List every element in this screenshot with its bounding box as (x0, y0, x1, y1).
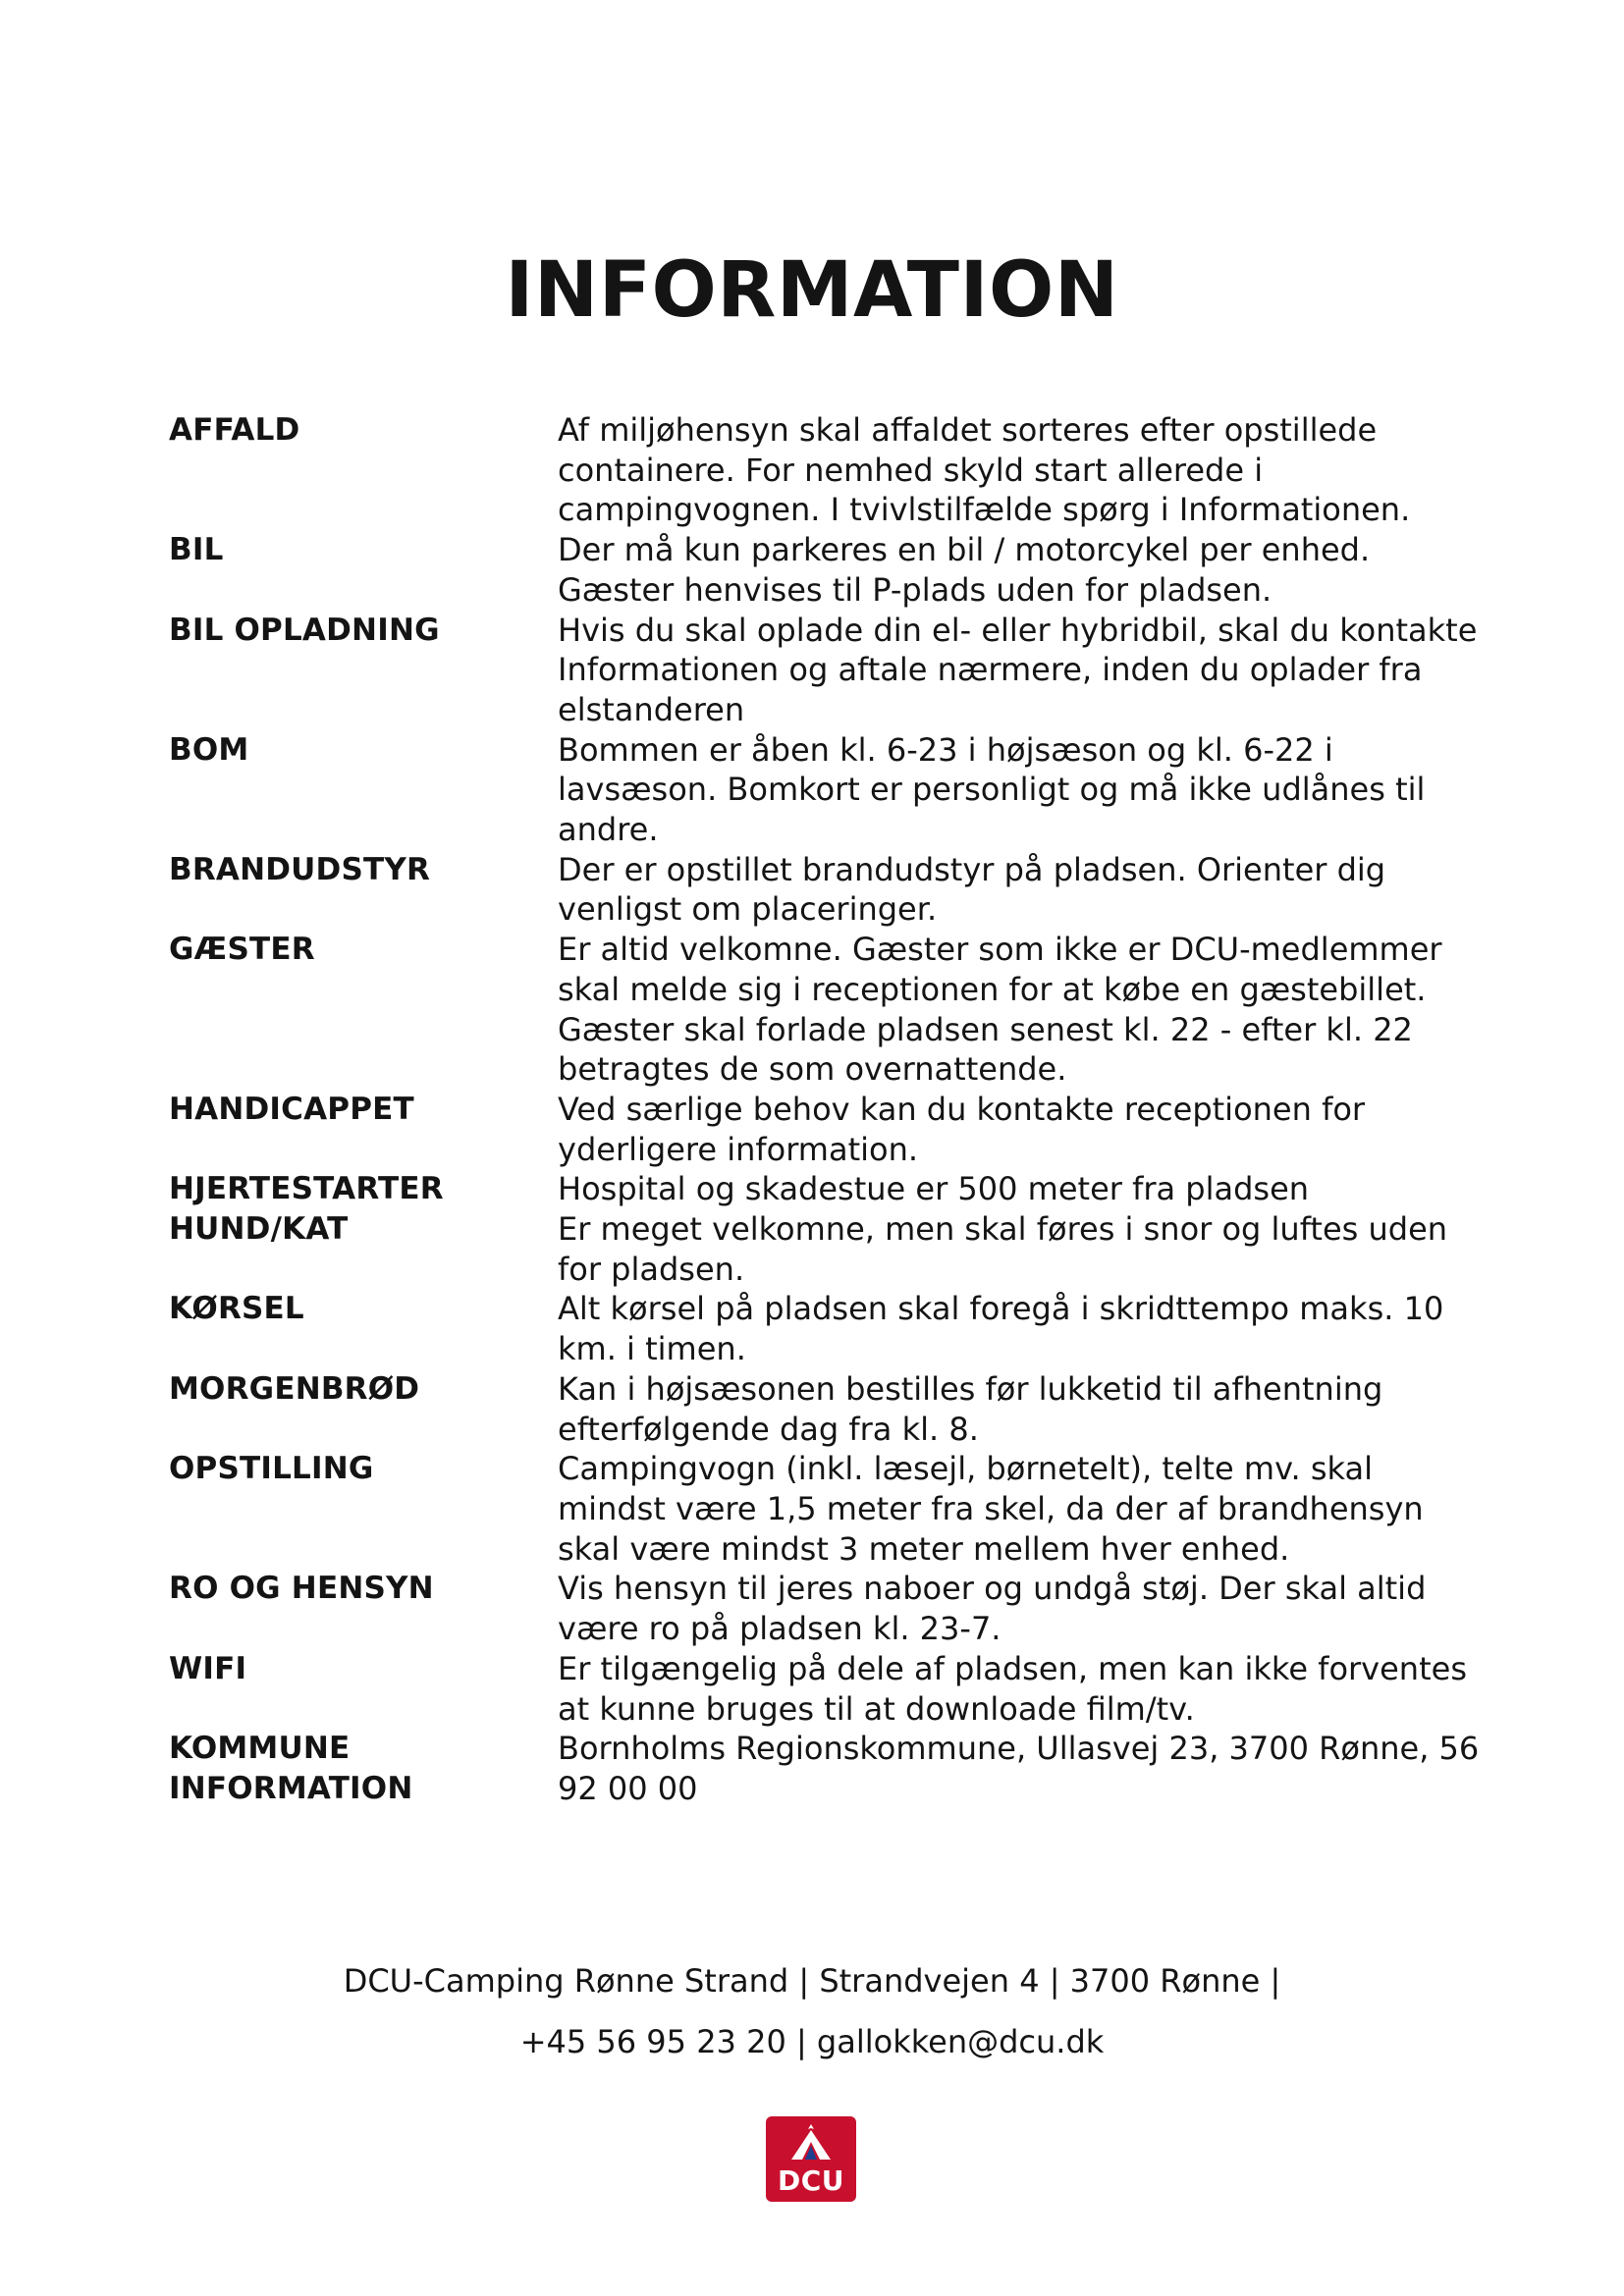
info-text: Der er opstillet brandudstyr på pladsen. Orienter dig venligst om placeringer. (558, 850, 1386, 929)
info-text: Er tilgængelig på dele af pladsen, men kan ikke forventes at kunne bruges til at downloade film/tv. (558, 1649, 1467, 1728)
info-label: BIL OPLADNING (169, 612, 440, 648)
page-title: INFORMATION (505, 246, 1119, 335)
footer-contact: +45 56 95 23 20 | gallokken@dcu.dk (519, 2023, 1105, 2060)
dcu-logo (766, 2116, 856, 2202)
info-row-bom (169, 730, 1485, 850)
info-label: HJERTESTARTER (169, 1171, 444, 1207)
info-text: Er meget velkomne, men skal føres i snor og luftes uden for pladsen. (558, 1210, 1448, 1288)
logo-text: DCU (777, 2164, 845, 2197)
info-row-handicappet (169, 1090, 1485, 1169)
info-row-bil (169, 530, 1485, 610)
info-row-hjertestarter (169, 1169, 1485, 1209)
info-row-brandudstyr (169, 850, 1485, 930)
tent-icon (789, 2124, 833, 2162)
info-label: HANDICAPPET (169, 1091, 414, 1127)
info-label: WIFI (169, 1650, 247, 1686)
info-list (169, 410, 1485, 1809)
info-row-gaester (169, 930, 1485, 1090)
info-row-ro-og-hensyn (169, 1569, 1485, 1648)
info-label: GÆSTER (169, 932, 315, 968)
info-text: Campingvogn (inkl. læsejl, børnetelt), telte mv. skal mindst være 1,5 meter fra skel, da der af brandhensyn skal være mindst 3 meter mellem hver enhed. (558, 1450, 1424, 1568)
info-label: HUND/KAT (169, 1211, 349, 1248)
info-row-wifi (169, 1649, 1485, 1729)
info-row-opstilling (169, 1449, 1485, 1569)
info-text: Kan i højsæsonen bestilles før lukketid til afhentning efterfølgende dag fra kl. 8. (558, 1369, 1383, 1448)
info-label: KØRSEL (169, 1291, 304, 1327)
info-row-bil-opladning (169, 611, 1485, 730)
info-text: Vis hensyn til jeres naboer og undgå støj. Der skal altid være ro på pladsen kl. 23-7. (558, 1570, 1427, 1648)
info-text: Af miljøhensyn skal affaldet sorteres efter opstillede containere. For nemhed skyld start allerede i campingvognen. I tvivlstilfælde spørg i Informationen. (558, 411, 1411, 529)
info-label: BOM (169, 731, 249, 768)
info-text: Er altid velkomne. Gæster som ikke er DCU-medlemmer skal melde sig i receptionen for at købe en gæstebillet. Gæster skal forlade pladsen senest kl. 22 - efter kl. 22 betragtes de som overnattende. (558, 931, 1442, 1089)
footer-address: DCU-Camping Rønne Strand | Strandvejen 4 | 3700 Rønne | (343, 1962, 1281, 2000)
info-label: AFFALD (169, 412, 300, 448)
info-row-morgenbroed (169, 1369, 1485, 1449)
info-text: Bornholms Regionskommune, Ullasvej 23, 3700 Rønne, 56 92 00 00 (558, 1730, 1480, 1807)
info-text: Ved særlige behov kan du kontakte receptionen for yderligere information. (558, 1090, 1366, 1168)
info-text: Hvis du skal oplade din el- eller hybridbil, skal du kontakte Informationen og aftale nærmere, inden du oplader fra elstanderen (558, 611, 1478, 728)
info-row-hund-kat (169, 1209, 1485, 1289)
info-row-kommune-information (169, 1729, 1485, 1808)
info-row-koersel (169, 1289, 1485, 1368)
info-label: MORGENBRØD (169, 1370, 420, 1407)
info-text: Bommen er åben kl. 6-23 i højsæson og kl. 6-22 i lavsæson. Bomkort er personligt og må ikke udlånes til andre. (558, 730, 1426, 849)
info-text: Der må kun parkeres en bil / motorcykel per enhed. Gæster henvises til P-plads uden for pladsen. (558, 531, 1371, 609)
info-label: BIL (169, 532, 224, 568)
info-label: OPSTILLING (169, 1451, 374, 1487)
info-label: BRANDUDSTYR (169, 851, 431, 887)
info-text: Alt kørsel på pladsen skal foregå i skridttempo maks. 10 km. i timen. (558, 1290, 1444, 1368)
info-row-affald (169, 410, 1485, 530)
info-label: RO OG HENSYN (169, 1571, 434, 1607)
info-text: Hospital og skadestue er 500 meter fra pladsen (558, 1170, 1310, 1208)
info-label: KOMMUNE INFORMATION (169, 1731, 413, 1806)
